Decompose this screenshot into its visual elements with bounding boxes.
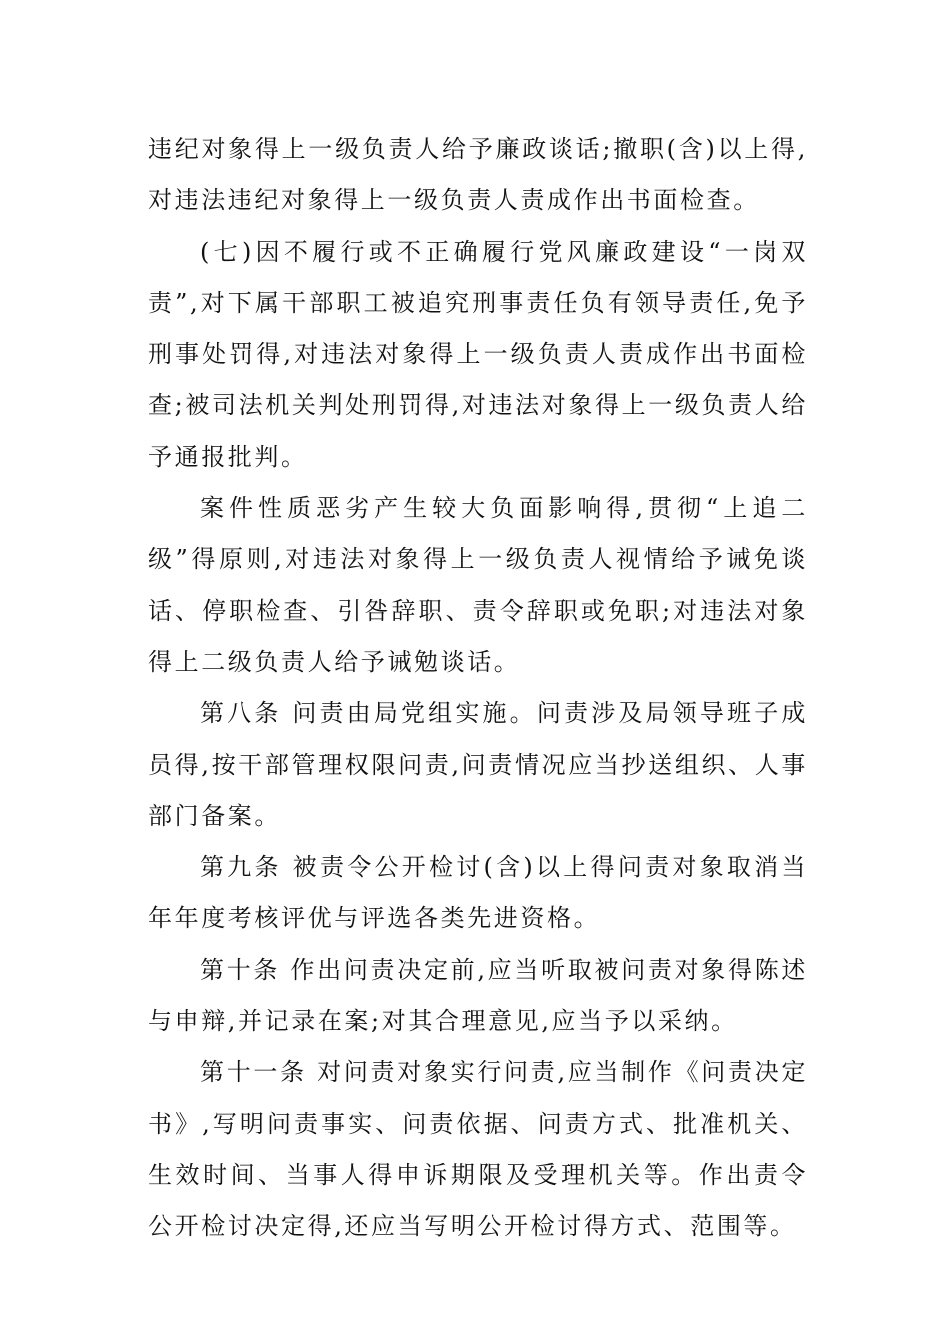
paragraph-serious-cases: 案件性质恶劣产生较大负面影响得,贯彻“上追二级”得原则,对违法对象得上一级负责人视情给予诫免谈话、停职检查、引咎辞职、责令辞职或免职;对违法对象得上二级负责人给予诫勉谈话。 xyxy=(148,494,808,676)
document-body xyxy=(148,124,808,1253)
paragraph-clause-7: (七)因不履行或不正确履行党风廉政建设“一岗双责”,对下属干部职工被追究刑事责任负有领导责任,免予刑事处罚得,对违法对象得上一级负责人责成作出书面检查;被司法机关判处刑罚得,对违法对象得上一级负责人给予通报批判。 xyxy=(148,237,808,471)
paragraph-continuation: 违纪对象得上一级负责人给予廉政谈话;撤职(含)以上得,对违法违纪对象得上一级负责人责成作出书面检查。 xyxy=(148,135,808,215)
paragraph-article-11: 第十一条 对问责对象实行问责,应当制作《问责决定书》,写明问责事实、问责依据、问责方式、批准机关、生效时间、当事人得申诉期限及受理机关等。作出责令公开检讨决定得,还应当写明公开检讨得方式、范围等。 xyxy=(148,1058,808,1241)
paragraph-article-8: 第八条 问责由局党组实施。问责涉及局领导班子成员得,按干部管理权限问责,问责情况应当抄送组织、人事部门备案。 xyxy=(148,699,808,830)
paragraph-article-9: 第九条 被责令公开检讨(含)以上得问责对象取消当年年度考核评优与评选各类先进资格。 xyxy=(148,853,808,933)
paragraph-article-10: 第十条 作出问责决定前,应当听取被问责对象得陈述与申辩,并记录在案;对其合理意见,应当予以采纳。 xyxy=(148,955,808,1036)
